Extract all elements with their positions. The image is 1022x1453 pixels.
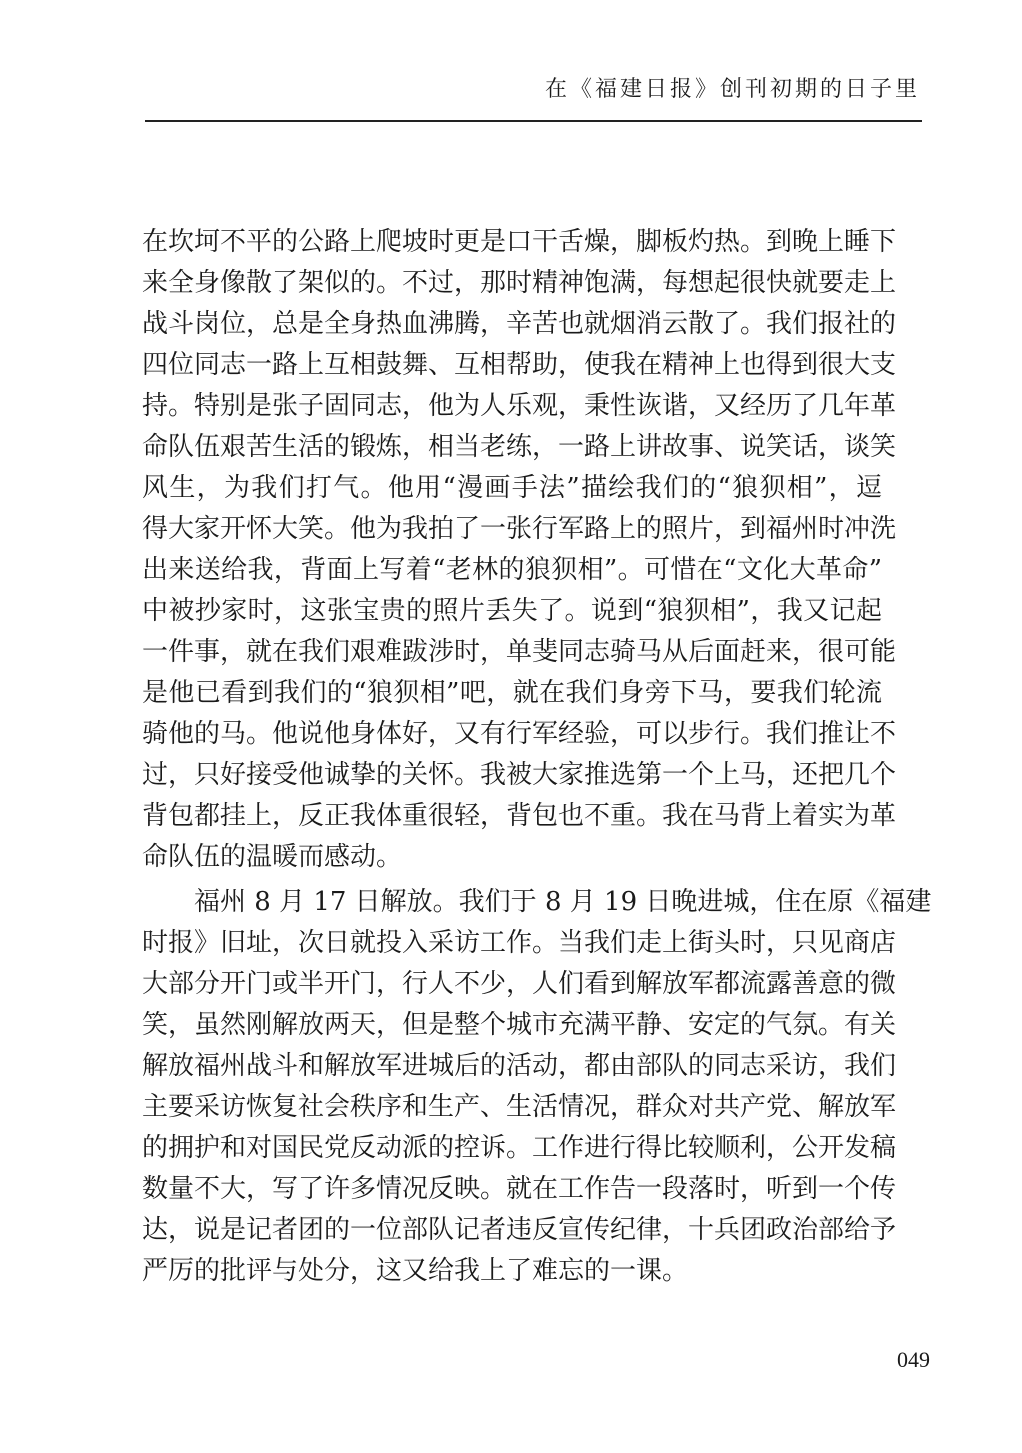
text-line: 过，只好接受他诚挚的关怀。我被大家推选第一个上马，还把几个 — [142, 760, 897, 790]
text-line: 中被抄家时，这张宝贵的照片丢失了。说到“狼狈相”，我又记起 — [142, 596, 882, 626]
paragraph — [142, 222, 897, 878]
text-line: 出来送给我，背面上写着“老林的狼狈相”。可惜在“文化大革命” — [142, 555, 882, 585]
text-line: 来全身像散了架似的。不过，那时精神饱满，每想起很快就要走上 — [142, 268, 897, 298]
text-line: 数量不大，写了许多情况反映。就在工作告一段落时，听到一个传 — [142, 1174, 897, 1204]
text-line: 笑，虽然刚解放两天，但是整个城市充满平静、安定的气氛。有关 — [142, 1010, 897, 1040]
text-line: 大部分开门或半开门，行人不少，人们看到解放军都流露善意的微 — [142, 969, 897, 999]
text-line: 主要采访恢复社会秩序和生产、生活情况，群众对共产党、解放军 — [142, 1092, 897, 1122]
text-line: 骑他的马。他说他身体好，又有行军经验，可以步行。我们推让不 — [142, 719, 897, 749]
text-line: 严厉的批评与处分，这又给我上了难忘的一课。 — [142, 1256, 689, 1286]
page-number: 049 — [897, 1347, 930, 1372]
text-line: 风生，为我们打气。他用“漫画手法”描绘我们的“狼狈相”，逗 — [142, 473, 882, 503]
text-line: 背包都挂上，反正我体重很轻，背包也不重。我在马背上着实为革 — [142, 801, 897, 831]
text-line: 得大家开怀大笑。他为我拍了一张行军路上的照片，到福州时冲洗 — [142, 514, 897, 544]
text-line: 的拥护和对国民党反动派的控诉。工作进行得比较顺利，公开发稿 — [142, 1133, 897, 1163]
text-line: 持。特别是张子固同志，他为人乐观，秉性诙谐，又经历了几年革 — [142, 391, 897, 421]
running-header-title: 在《福建日报》创刊初期的日子里 — [544, 77, 920, 102]
text-line: 解放福州战斗和解放军进城后的活动，都由部队的同志采访，我们 — [142, 1051, 897, 1081]
text-line: 时报》旧址，次日就投入采访工作。当我们走上街头时，只见商店 — [142, 928, 897, 958]
text-line: 福州 8 月 17 日解放。我们于 8 月 19 日晚进城，住在原《福建 — [142, 887, 932, 917]
text-line: 在坎坷不平的公路上爬坡时更是口干舌燥，脚板灼热。到晚上睡下 — [142, 227, 897, 257]
text-line: 命队伍的温暖而感动。 — [142, 842, 403, 872]
text-line: 命队伍艰苦生活的锻炼，相当老练，一路上讲故事、说笑话，谈笑 — [142, 432, 897, 462]
text-line: 战斗岗位，总是全身热血沸腾，辛苦也就烟消云散了。我们报社的 — [142, 309, 897, 339]
header-divider — [145, 120, 922, 122]
body-text — [142, 222, 932, 1292]
text-line: 一件事，就在我们艰难跋涉时，单斐同志骑马从后面赶来，很可能 — [142, 637, 897, 667]
text-line: 四位同志一路上互相鼓舞、互相帮助，使我在精神上也得到很大支 — [142, 350, 897, 380]
text-line: 是他已看到我们的“狼狈相”吧，就在我们身旁下马，要我们轮流 — [142, 678, 882, 708]
paragraph — [142, 882, 932, 1292]
text-line: 达，说是记者团的一位部队记者违反宣传纪律，十兵团政治部给予 — [142, 1215, 897, 1245]
